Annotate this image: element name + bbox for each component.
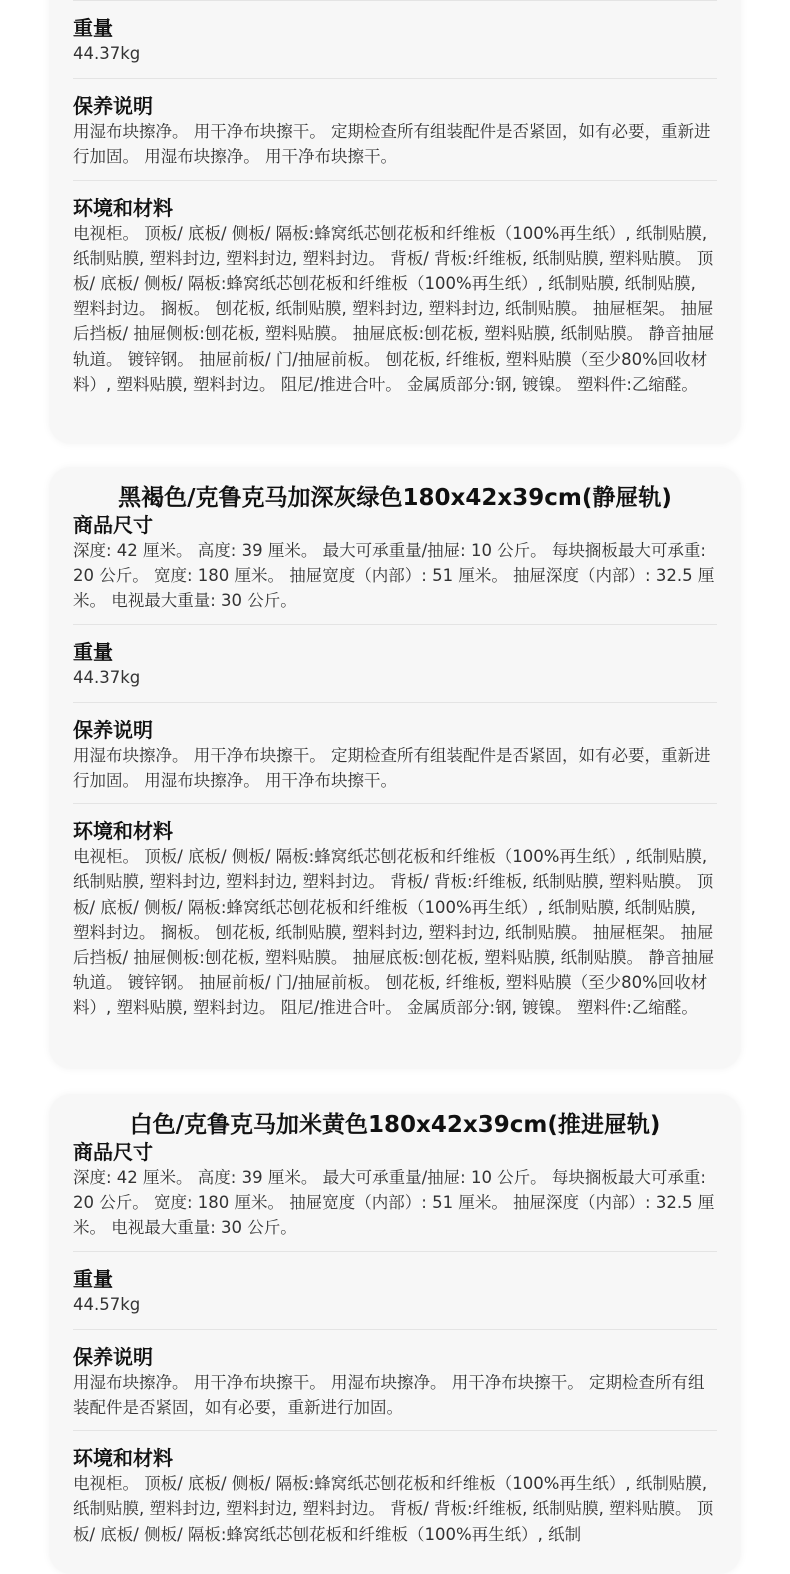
variant-title: 白色/克鲁克马加米黄色180x42x39cm(推进屉轨) [129,1112,661,1138]
product-card-3 [49,1094,741,1574]
weight-title: 重量 [73,16,113,40]
care-title: 保养说明 [73,717,153,742]
dimensions-text: 深度: 42 厘米。 高度: 39 厘米。 最大可承重量/抽屉: 10 公斤。 每块搁板最大可承重: 20 公斤。 宽度: 180 厘米。 抽屉宽度（内部）: 51 厘米。 抽屉深度（内部）: 32.5 厘米。 电视最大重量: 30 公斤。 [73,1168,715,1238]
environment-title: 环境和材料 [73,819,173,844]
weight-value: 44.37kg [73,44,141,63]
care-section [73,79,717,180]
environment-text: 电视柜。 顶板/ 底板/ 侧板/ 隔板:蜂窝纸芯刨花板和纤维板（100%再生纸）, 纸制贴膜, 纸制贴膜, 塑料封边, 塑料封边, 塑料封边。 背板/ 背板:纤维板, 纸制贴膜, 塑料贴膜。 顶板/ 底板/ 侧板/ 隔板:蜂窝纸芯刨花板和纤维板（100%再生纸）, 纸制贴膜, 纸制贴膜, 塑料封边。 搁板。 刨花板, 纸制贴膜, 塑料封边, 塑料封边, 纸制贴膜。 抽屉框架。 抽屉后挡板/ 抽屉侧板:刨花板, 塑料贴膜。 抽屉底板:刨花板, 塑料贴膜, 纸制贴膜。 静音抽屉轨道。 镀锌钢。 抽屉前板/ 门/抽屉前板。 刨花板, 纤维板, 塑料贴膜（至少80%回收材料）, 塑料贴膜, 塑料封边。 阻尼/推进合叶。 金属质部分:钢, 镀镍。 塑料件:乙缩醛。 [73,223,715,394]
care-section [73,1330,717,1431]
environment-section [73,804,717,1030]
care-title: 保养说明 [73,94,153,119]
environment-text: 电视柜。 顶板/ 底板/ 侧板/ 隔板:蜂窝纸芯刨花板和纤维板（100%再生纸）, 纸制贴膜, 纸制贴膜, 塑料封边, 塑料封边, 塑料封边。 背板/ 背板:纤维板, 纸制贴膜, 塑料贴膜。 顶板/ 底板/ 侧板/ 隔板:蜂窝纸芯刨花板和纤维板（100%再生纸）, 纸制贴膜, 纸制贴膜, 塑料封边。 搁板。 刨花板, 纸制贴膜, 塑料封边, 塑料封边, 纸制贴膜。 抽屉框架。 抽屉后挡板/ 抽屉侧板:刨花板, 塑料贴膜。 抽屉底板:刨花板, 塑料贴膜, 纸制贴膜。 静音抽屉轨道。 镀锌钢。 抽屉前板/ 门/抽屉前板。 刨花板, 纤维板, 塑料贴膜（至少80%回收材料）, 塑料贴膜, 塑料封边。 阻尼/推进合叶。 金属质部分:钢, 镀镍。 塑料件:乙缩醛。 [73,847,715,1018]
weight-section [73,1252,717,1330]
dimensions-section [73,1139,717,1252]
environment-section [73,1431,717,1557]
product-card-2 [49,467,741,1069]
product-card-1 [49,0,741,444]
care-section [73,703,717,804]
environment-section [73,181,717,407]
care-text: 用湿布块擦净。 用干净布块擦干。 定期检查所有组装配件是否紧固，如有必要，重新进行加固。 用湿布块擦净。 用干净布块擦干。 [73,745,711,791]
weight-title: 重量 [73,1266,113,1291]
dimensions-text: 深度: 42 厘米。 高度: 39 厘米。 最大可承重量/抽屉: 10 公斤。 每块搁板最大可承重: 20 公斤。 宽度: 180 厘米。 抽屉宽度（内部）: 51 厘米。 抽屉深度（内部）: 32.5 厘米。 电视最大重量: 30 公斤。 [73,541,715,611]
environment-title: 环境和材料 [73,195,173,220]
environment-title: 环境和材料 [73,1446,173,1471]
environment-text: 电视柜。 顶板/ 底板/ 侧板/ 隔板:蜂窝纸芯刨花板和纤维板（100%再生纸）, 纸制贴膜, 纸制贴膜, 塑料封边, 塑料封边, 塑料封边。 背板/ 背板:纤维板, 纸制贴膜, 塑料贴膜。 顶板/ 底板/ 侧板/ 隔板:蜂窝纸芯刨花板和纤维板（100%再生纸）, 纸制 [73,1474,714,1544]
dimensions-title: 商品尺寸 [73,1140,153,1164]
care-title: 保养说明 [73,1344,153,1369]
weight-value: 44.37kg [73,667,141,687]
weight-section [73,1,717,79]
weight-section [73,625,717,703]
dimensions-title: 商品尺寸 [73,513,153,537]
variant-title: 黑褐色/克鲁克马加深灰绿色180x42x39cm(静屉轨) [118,485,672,511]
weight-value: 44.57kg [73,1294,141,1314]
weight-title: 重量 [73,639,113,664]
care-text: 用湿布块擦净。 用干净布块擦干。 定期检查所有组装配件是否紧固，如有必要，重新进行加固。 用湿布块擦净。 用干净布块擦干。 [73,122,711,167]
care-text: 用湿布块擦净。 用干净布块擦干。 用湿布块擦净。 用干净布块擦干。 定期检查所有组装配件是否紧固，如有必要，重新进行加固。 [73,1372,705,1418]
dimensions-section [73,512,717,625]
